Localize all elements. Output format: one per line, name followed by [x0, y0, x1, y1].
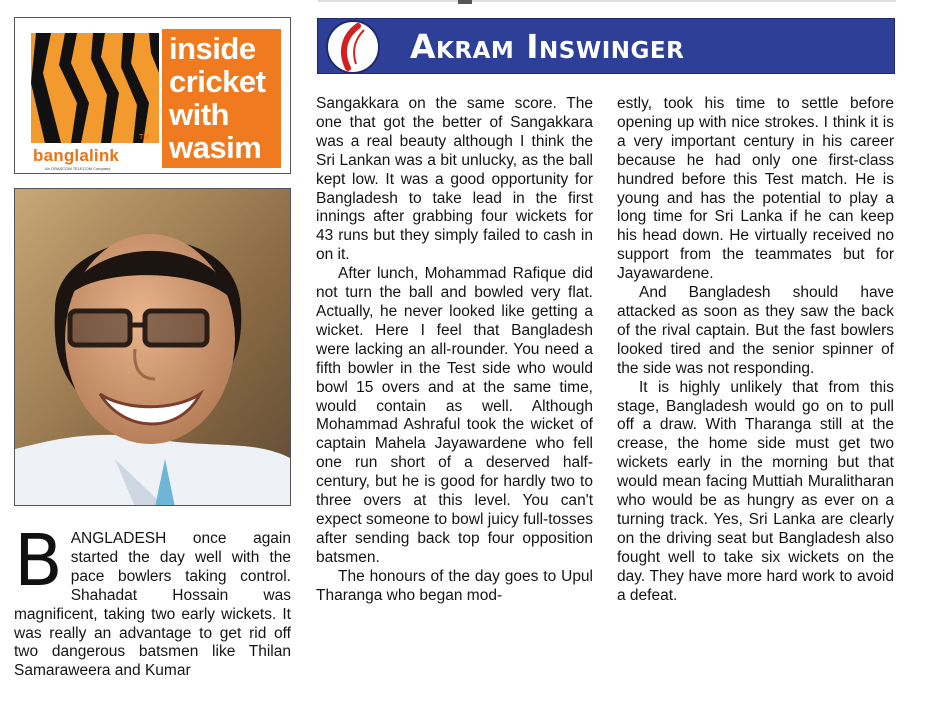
columnist-photo: [14, 188, 291, 506]
top-rule-decoration: [318, 0, 896, 6]
article-paragraph: The honours of the day goes to Upul Tharanga who began mod-: [316, 567, 593, 604]
article-paragraph: After lunch, Mohammad Rafique did not turn the ball and bowled very flat. Actually, he never looked like getting a wicket. Here I feel that Bangladesh were lacking an all-rounder. You need a fifth bowler in the Test side who would bowl 15 overs and at the same time, would contain as well. Although Mohammad Ashraful took the wicket of captain Mahela Jayawardene who fell one run short of a deserved half-century, but he is good for hardly two to three overs at this level. You can't expect someone to bowl juicy full-tosses after sending back top four opposition batsmen.: [316, 265, 593, 566]
article-paragraph: Sangakkara on the same score. The one that got the better of Sangakkara was a real beauty although I think the Sri Lankan was a bit unlucky, as the ball kept low. It was a good opportunity for Bangladesh to take lead in the first innings after grabbing four wickets for 43 runs but they simply failed to cash in on it.: [316, 95, 593, 264]
panel-line: cricket: [169, 64, 266, 99]
lead-text: ANGLADESH once again started the day well with the pace bowlers taking control. Shahadat Hossain was magnificent, taking two early wickets. It was really an advantage to get rid off two dangerous batsmen like Thilan Samaraweera and Kumar: [14, 530, 291, 680]
column-title-bar: [317, 18, 895, 74]
article-paragraph: And Bangladesh should have attacked as soon as they saw the back of the rival captain. But the fast bowlers looked tired and the senior spinner of the side was not responding.: [617, 284, 894, 377]
panel-line: inside: [169, 31, 256, 66]
article-column-2: [316, 95, 593, 605]
article-paragraph: It is highly unlikely that from this stage, Bangladesh would go on to pull off a draw. With Tharanga still at the crease, the home side must get two wickets early in the morning but that would mean facing Muttiah Muralitharan who would be as hungry as ever on a turning track. Yes, Sri Lanka are clearly on the driving seat but Bangladesh also fought well to take six wickets on the day. They have more hard work to avoid a defeat.: [617, 378, 894, 604]
tiger-stripes-logo: [31, 33, 159, 143]
article-paragraph: estly, took his time to settle before opening up with nice strokes. I think it is a very important century in his career because he had only one first-class hundred before this Test match. He is young and has the potential to play a long time for Sri Lanka if he can keep his head down. He virtually received no support from the teammates but for Jayawardene.: [617, 95, 894, 283]
brand-name: banglalink: [33, 146, 120, 165]
sponsor-logo-box: [14, 17, 291, 174]
article-column-1: [14, 519, 291, 681]
panel-line: with: [169, 97, 229, 132]
drop-cap: B: [14, 519, 63, 602]
article-paragraph: [14, 519, 291, 681]
column-logo-panel: [162, 29, 281, 168]
cricket-ball-icon: [326, 20, 380, 74]
column-title: Akram Inswinger: [410, 27, 685, 66]
panel-line: wasim: [169, 130, 262, 165]
brand-subtitle: An ORASCOM TELECOM Company: [45, 166, 111, 171]
brand-trademark: TM: [139, 134, 150, 141]
article-column-3: [617, 95, 894, 605]
